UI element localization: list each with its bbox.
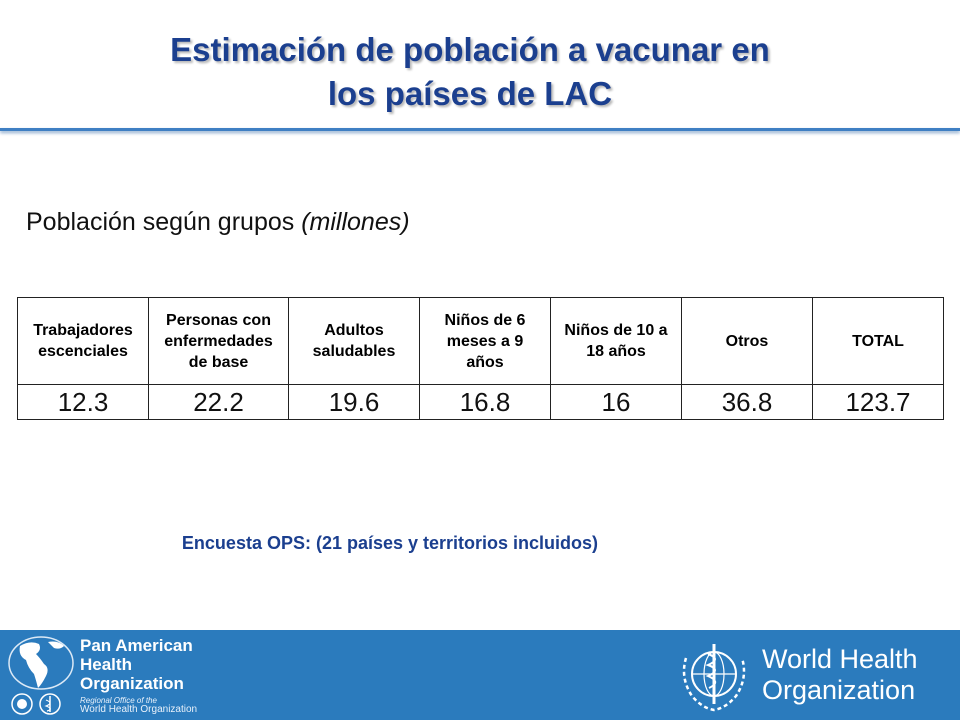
title-divider: [0, 128, 960, 131]
paho-line-2: Health: [80, 655, 132, 674]
value-cell: 22.2: [149, 385, 289, 420]
header-cell: Adultos saludables: [289, 298, 420, 385]
who-line-1: World Health: [762, 644, 918, 674]
header-cell: Niños de 10 a 18 años: [551, 298, 682, 385]
who-line-2: Organization: [762, 675, 916, 705]
paho-emblem-icon: [10, 692, 70, 716]
paho-line-1: Pan American: [80, 636, 193, 655]
regional-line-2: World Health Organization: [80, 704, 198, 715]
header-cell: Trabajadores escenciales: [18, 298, 149, 385]
header-cell: Otros: [682, 298, 813, 385]
regional-line-1: Regional Office of the: [80, 696, 157, 705]
value-cell: 36.8: [682, 385, 813, 420]
table-caption: [26, 208, 410, 237]
title-line-1: Estimación de población a vacunar en: [170, 31, 770, 68]
value-cell: 16: [551, 385, 682, 420]
caption-text: Población según grupos: [26, 208, 295, 236]
table-row: [18, 385, 944, 420]
caption-unit: (millones): [301, 208, 410, 236]
header-cell: Personas con enfermedades de base: [149, 298, 289, 385]
table-header-row: [18, 298, 944, 385]
paho-name: [80, 636, 193, 693]
population-table: [17, 297, 944, 420]
paho-regional-office: [80, 696, 197, 714]
source-note: Encuesta OPS: (21 países y territorios incluidos): [181, 533, 599, 553]
header-cell: TOTAL: [813, 298, 944, 385]
slide-title: [0, 28, 940, 116]
title-line-2: los países de LAC: [327, 75, 613, 112]
who-name: [762, 644, 918, 706]
header-cell: Niños de 6 meses a 9 años: [420, 298, 551, 385]
value-cell: 12.3: [18, 385, 149, 420]
value-cell: 19.6: [289, 385, 420, 420]
who-emblem-icon: [672, 634, 756, 718]
americas-globe-icon: [6, 634, 76, 692]
value-cell: 123.7: [813, 385, 944, 420]
paho-line-3: Organization: [80, 674, 184, 693]
value-cell: 16.8: [420, 385, 551, 420]
footer-bar: [0, 630, 960, 720]
